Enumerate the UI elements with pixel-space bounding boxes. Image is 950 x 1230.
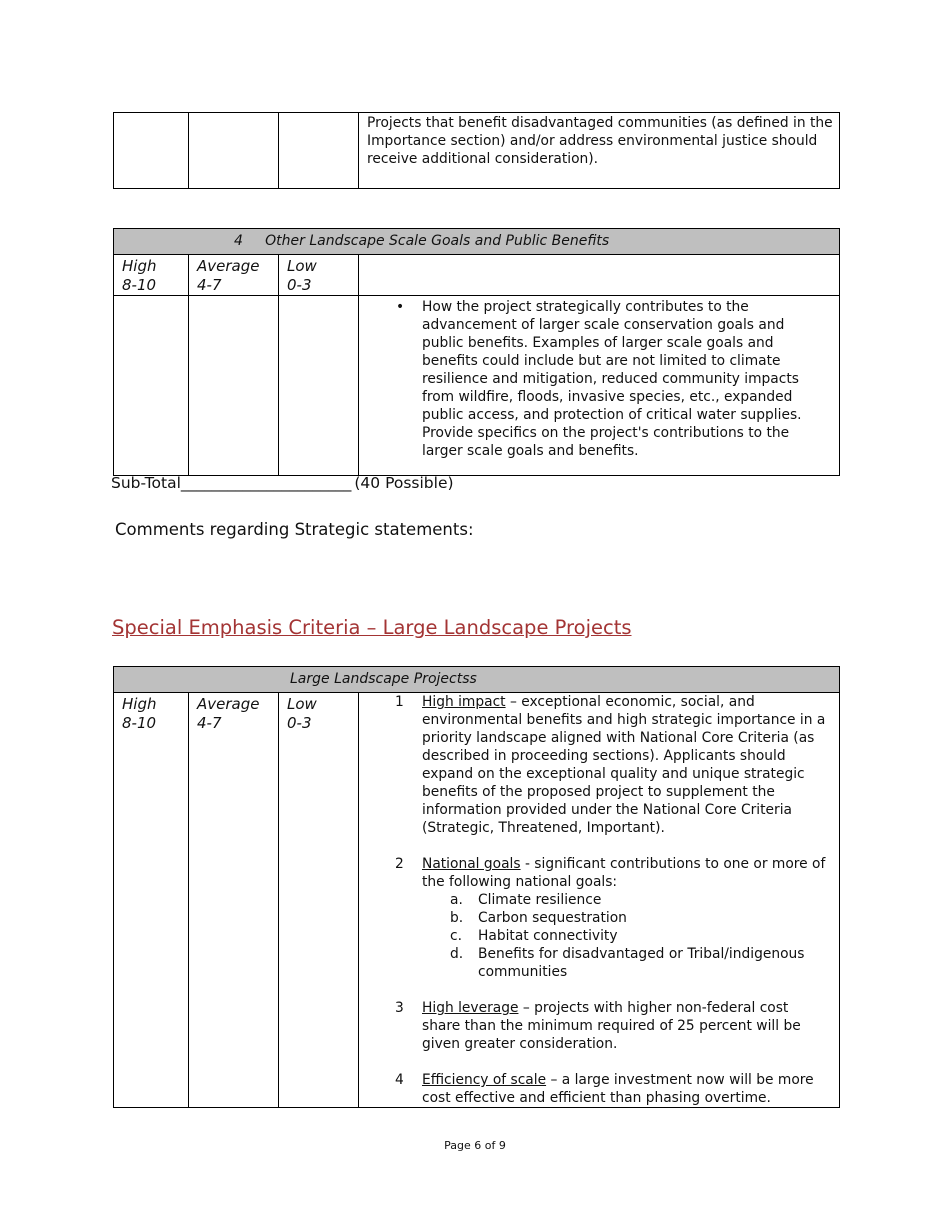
high-label: High xyxy=(122,695,157,713)
item-letter: d. xyxy=(450,946,464,962)
criteria-item-efficiency-of-scale xyxy=(359,1071,829,1107)
item-letter: c. xyxy=(450,928,462,944)
item-number: 4 xyxy=(395,1072,404,1088)
low-score-cell[interactable] xyxy=(279,296,359,476)
page-number: Page 6 of 9 xyxy=(444,1139,506,1152)
disadvantaged-communities-text: Projects that benefit disadvantaged communities (as defined in the Importance section) and/or address environmental justice should receive additional consideration). xyxy=(367,115,833,167)
average-range: 4-7 xyxy=(197,276,222,294)
item-title: National goals xyxy=(422,856,521,872)
high-range: 8-10 xyxy=(122,276,157,294)
national-goal-item xyxy=(359,945,829,981)
subtotal-line xyxy=(111,474,454,492)
national-goal-item xyxy=(359,909,829,927)
low-label: Low xyxy=(287,695,317,713)
item-text: - significant contributions to one or more of the following national goals: xyxy=(422,856,826,890)
criteria-item-high-leverage xyxy=(359,999,829,1053)
average-score-cell[interactable] xyxy=(189,113,279,189)
item-text: – exceptional economic, social, and environmental benefits and high strategic importance in a priority landscape aligned with National Core Criteria (as described in proceeding sections). Applicants should expand on the exceptional quality and unique strategic benefits of the proposed project to supplement the information provided under the National Core Criteria (Strategic, Threatened, Important). xyxy=(422,694,826,836)
landscape-goals-table xyxy=(113,228,840,476)
average-label: Average xyxy=(197,257,260,275)
item-letter: b. xyxy=(450,910,464,926)
goals-table-header: 4 Other Landscape Scale Goals and Public Benefits xyxy=(234,233,610,249)
item-number: 1 xyxy=(395,694,404,710)
item-text: Benefits for disadvantaged or Tribal/indigenous communities xyxy=(478,946,805,980)
comments-label: Comments regarding Strategic statements: xyxy=(115,520,474,539)
item-title: High leverage xyxy=(422,1000,519,1016)
strategic-contribution-text: How the project strategically contributes to the advancement of larger scale conservation goals and public benefits. Examples of larger scale goals and benefits could include but are not limited to climate resilience and mitigation, reduced community impacts from wildfire, floods, invasive species, etc., expanded public access, and protection of critical water supplies. Provide specifics on the project's contributions to the larger scale goals and benefits. xyxy=(422,299,802,459)
item-text: Carbon sequestration xyxy=(478,910,627,926)
item-text: – a large investment now will be more cost effective and efficient than phasing overtime. xyxy=(422,1072,814,1106)
national-goal-item xyxy=(359,891,829,909)
national-goal-item xyxy=(359,927,829,945)
item-number: 2 xyxy=(395,856,404,872)
list-item xyxy=(359,298,829,460)
large-table-header: Large Landscape Projectss xyxy=(290,671,477,687)
subtotal-label: Sub-Total xyxy=(111,474,181,492)
high-score-cell[interactable] xyxy=(114,296,189,476)
low-range: 0-3 xyxy=(287,276,312,294)
item-text: Habitat connectivity xyxy=(478,928,618,944)
section-title: Special Emphasis Criteria – Large Landscape Projects xyxy=(112,616,632,639)
low-score-cell[interactable] xyxy=(279,113,359,189)
average-score-cell[interactable] xyxy=(189,296,279,476)
criteria-item-national-goals xyxy=(359,855,829,891)
average-label: Average xyxy=(197,695,260,713)
subtotal-input[interactable]: ______________________ xyxy=(180,474,352,492)
high-score-cell[interactable] xyxy=(114,113,189,189)
bullet-icon: • xyxy=(396,299,405,315)
item-text: Climate resilience xyxy=(478,892,602,908)
large-landscape-table xyxy=(113,666,840,1108)
criteria-item-high-impact xyxy=(359,693,829,837)
subtotal-possible: (40 Possible) xyxy=(354,474,454,492)
item-letter: a. xyxy=(450,892,463,908)
high-label: High xyxy=(122,257,157,275)
low-range: 0-3 xyxy=(287,714,312,732)
item-text: – projects with higher non-federal cost share than the minimum required of 25 percent will be given greater consideration. xyxy=(422,1000,801,1052)
average-range: 4-7 xyxy=(197,714,222,732)
continuation-table xyxy=(113,112,840,189)
item-title: High impact xyxy=(422,694,506,710)
item-number: 3 xyxy=(395,1000,404,1016)
high-range: 8-10 xyxy=(122,714,157,732)
low-label: Low xyxy=(287,257,317,275)
item-title: Efficiency of scale xyxy=(422,1072,547,1088)
